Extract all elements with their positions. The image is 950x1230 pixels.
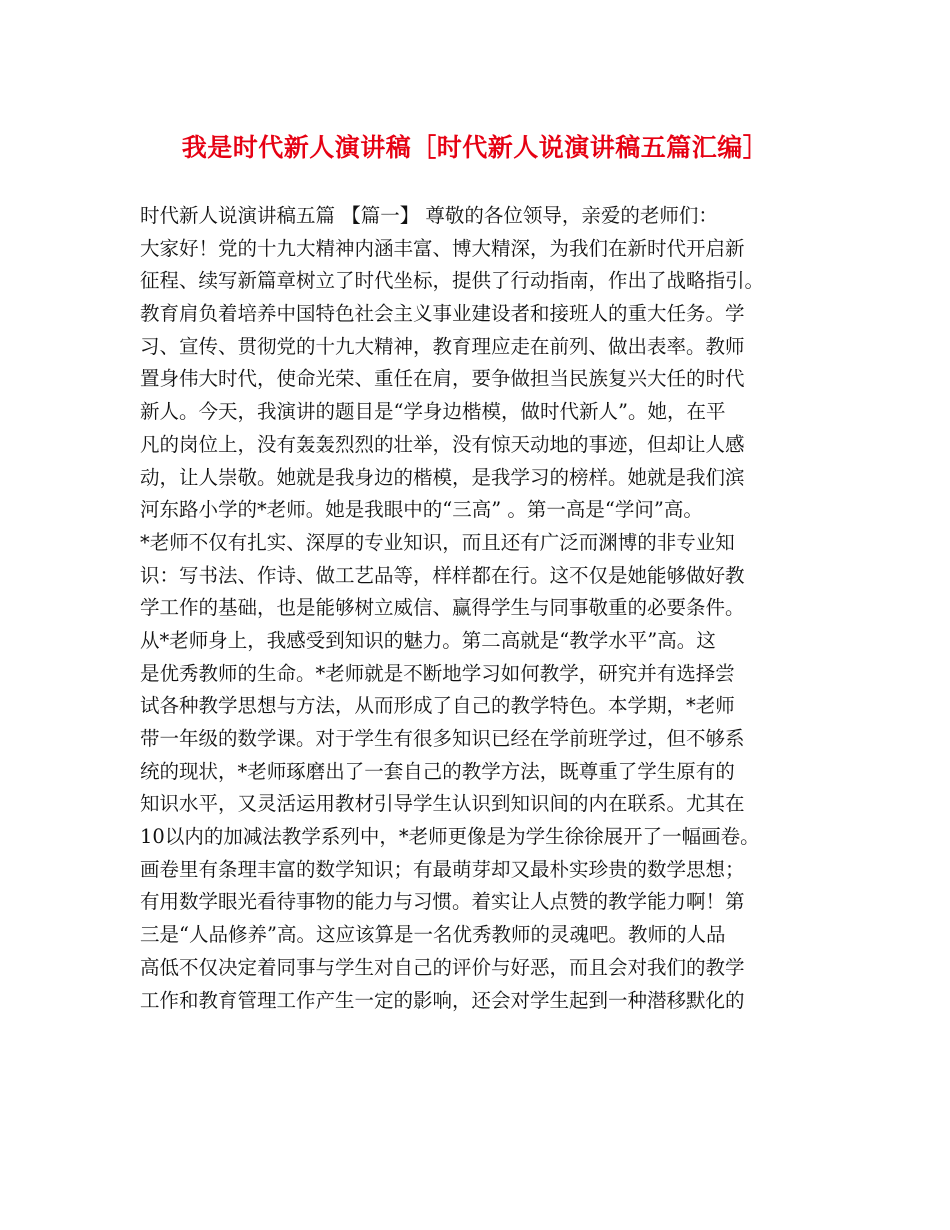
body-line-18: 统的现状，*老师琢磨出了一套自己的教学方法，既尊重了学生原有的: [140, 759, 735, 783]
document-body: [140, 200, 820, 1017]
body-line-2: 大家好！党的十九大精神内涵丰富、博大精深，为我们在新时代开启新: [140, 236, 745, 260]
body-line-24: 高低不仅决定着同事与学生对自己的评价与好恶，而且会对我们的教学: [140, 955, 745, 979]
body-line-13: 学工作的基础，也是能够树立威信、赢得学生与同事敬重的必要条件。: [140, 596, 745, 620]
body-line-25: 工作和教育管理工作产生一定的影响，还会对学生起到一种潜移默化的: [140, 988, 745, 1012]
page-title: 我是时代新人演讲稿［时代新人说演讲稿五篇汇编］: [181, 133, 769, 162]
body-line-14: 从*老师身上，我感受到知识的魅力。第二高就是“教学水平”高。这: [140, 628, 716, 652]
body-line-10: 河东路小学的*老师。她是我眼中的“三高” 。第一高是“学问”高。: [140, 498, 703, 522]
body-line-16: 试各种教学思想与方法，从而形成了自己的教学特色。本学期，*老师: [140, 694, 735, 718]
body-line-22: 有用数学眼光看待事物的能力与习惯。着实让人点赞的教学能力啊！第: [140, 890, 745, 914]
body-line-11: *老师不仅有扎实、深厚的专业知识，而且还有广泛而渊博的非专业知: [140, 530, 735, 554]
body-line-20: 10以内的加减法教学系列中，*老师更像是为学生徐徐展开了一幅画卷。: [140, 825, 760, 849]
body-line-6: 置身伟大时代，使命光荣、重任在肩，要争做担当民族复兴大任的时代: [140, 367, 745, 391]
body-line-3: 征程、续写新篇章树立了时代坐标，提供了行动指南，作出了战略指引。: [140, 269, 765, 293]
body-line-19: 知识水平，又灵活运用教材引导学生认识到知识间的内在联系。尤其在: [140, 792, 745, 816]
body-line-7: 新人。今天，我演讲的题目是“学身边楷模，做时代新人”。她，在平: [140, 400, 726, 424]
body-line-8: 凡的岗位上，没有轰轰烈烈的壮举，没有惊天动地的事迹，但却让人感: [140, 432, 745, 456]
body-line-17: 带一年级的数学课。对于学生有很多知识已经在学前班学过，但不够系: [140, 727, 745, 750]
body-line-23: 三是“人品修养”高。这应该算是一名优秀教师的灵魂吧。教师的人品: [140, 923, 726, 947]
body-line-15: 是优秀教师的生命。*老师就是不断地学习如何教学，研究并有选择尝: [140, 661, 735, 685]
body-line-21: 画卷里有条理丰富的数学知识；有最萌芽却又最朴实珍贵的数学思想；: [140, 857, 745, 881]
body-line-12: 识：写书法、作诗、做工艺品等，样样都在行。这不仅是她能够做好教: [140, 563, 745, 587]
body-line-4: 教育肩负着培养中国特色社会主义事业建设者和接班人的重大任务。学: [140, 302, 745, 326]
body-line-1: 时代新人说演讲稿五篇 【篇一】 尊敬的各位领导，亲爱的老师们：: [140, 204, 718, 227]
body-line-9: 动，让人崇敬。她就是我身边的楷模，是我学习的榜样。她就是我们滨: [140, 465, 745, 489]
body-line-5: 习、宣传、贯彻党的十九大精神，教育理应走在前列、做出表率。教师: [140, 334, 745, 358]
